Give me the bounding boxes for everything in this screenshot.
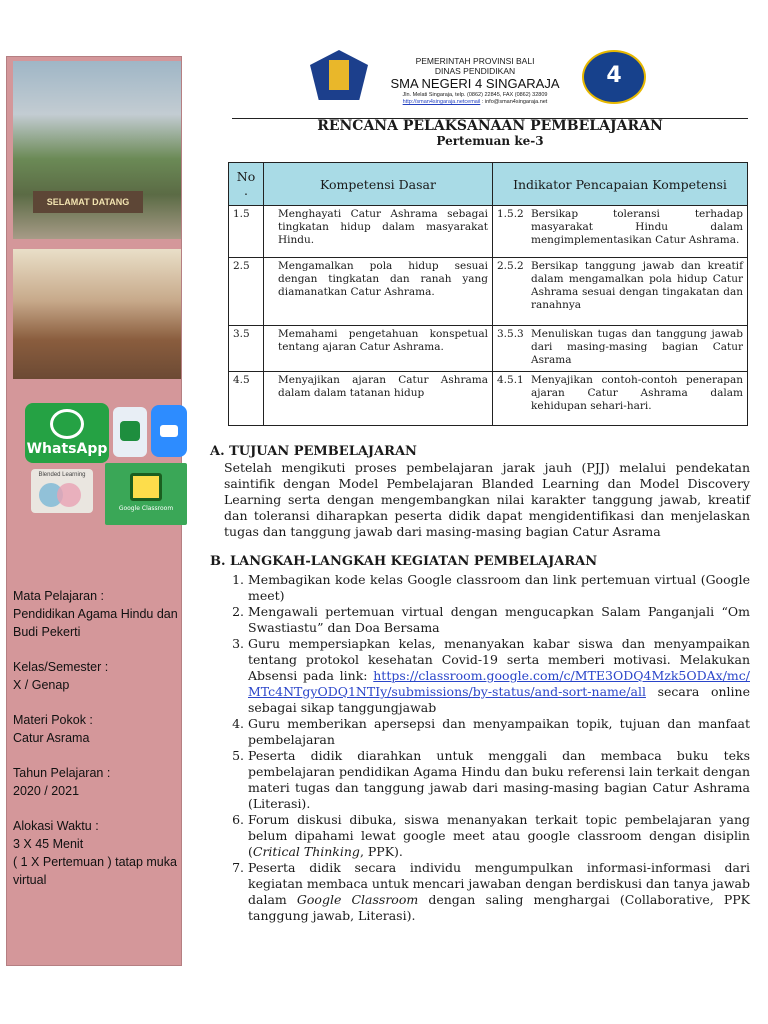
province-name: PEMERINTAH PROVINSI BALI: [415, 56, 535, 66]
section-steps: [210, 554, 750, 924]
row-ind: Bersikap tanggung jawab dan kreatif dalam mengamalkan pola hidup Catur Ashrama sesuai dengan tingakatan dan ranahnya: [531, 260, 743, 311]
welcome-sign: SELAMAT DATANG: [33, 191, 143, 213]
school-logo-number: 4: [606, 63, 622, 88]
step-text: Forum diskusi dibuka, siswa menanyakan terkait topic pembelajaran yang belum dipahami lewat google meet atau google classroom dengan disiplin (: [248, 812, 750, 859]
row-kd: Menyajikan ajaran Catur Ashrama dalam dalam tatanan hidup: [264, 372, 493, 426]
header-indicator: Indikator Pencapaian Kompetensi: [493, 163, 748, 206]
step-text: Peserta didik secara individu mengumpulkan informasi-informasi dari kegiatan membaca untuk mencari jawaban dengan berdiskusi dan tanya jawab dalam: [248, 860, 750, 907]
list-item: [248, 748, 750, 812]
table-row: [229, 372, 748, 426]
subtitle-text: Pertemuan ke-3: [436, 134, 544, 148]
meta-value: Catur Asrama: [13, 731, 90, 745]
header-kd: Kompetensi Dasar: [264, 163, 493, 206]
sidebar-panel: [6, 56, 182, 966]
row-no: 2.5: [229, 258, 264, 326]
meta-label: Alokasi Waktu :: [13, 819, 99, 833]
row-no: 3.5: [229, 326, 264, 372]
competency-table: [228, 162, 748, 426]
classroom-photo: [13, 249, 181, 379]
step-emphasis: Google Classroom: [296, 892, 419, 907]
step-text: Mengawali pertemuan virtual dengan mengucapkan Salam Panganjali “Om Swastiastu” dan Doa Bersama: [248, 604, 750, 635]
section-b-heading: B. LANGKAH-LANGKAH KEGIATAN PEMBELAJARAN: [210, 554, 598, 569]
row-ind-no: 3.5.3: [497, 328, 524, 340]
meta-class: [13, 658, 179, 694]
meta-subject: [13, 587, 179, 641]
row-kd: Mengamalkan pola hidup sesuai dengan tingkatan dan ranah yang diamanatkan Catur Ashrama.: [264, 258, 493, 326]
step-text: Peserta didik diarahkan untuk menggali dan membaca buku teks pembelajaran pendidikan Agama Hindu dan buku referensi lain terkait dengan materi tugas dan tanggung jawab dari masing-masing bagian Catur Ashrama (Literasi).: [248, 748, 750, 811]
app-icons-group: [13, 397, 185, 537]
table-row: [229, 206, 748, 258]
google-classroom-icon: [105, 463, 187, 525]
list-item: [248, 812, 750, 860]
meta-label: Materi Pokok :: [13, 713, 93, 727]
school-entrance-photo: [13, 61, 181, 239]
zoom-icon: [151, 405, 187, 457]
table-row: [229, 258, 748, 326]
steps-list: [210, 572, 750, 924]
whatsapp-icon: [25, 403, 109, 463]
meta-label: Tahun Pelajaran :: [13, 766, 111, 780]
school-website-link[interactable]: http://sman4singaraja.netcemail: [402, 99, 481, 105]
table-row: [229, 326, 748, 372]
whatsapp-label: WhatsApp: [26, 441, 108, 457]
row-no: 4.5: [229, 372, 264, 426]
meta-time: [13, 817, 179, 889]
row-no: 1.5: [229, 206, 264, 258]
meta-value: 2020 / 2021: [13, 784, 80, 798]
step-text: Guru mempersiapkan kelas, menanyakan kabar siswa dan menyampaikan tentang protokol kesehatan Covid-19 serta memberi motivasi. Melakukan Absensi pada link:: [248, 636, 750, 683]
step-text: Guru memberikan apersepsi dan menyampaikan topik, tujuan dan manfaat pembelajaran: [248, 716, 750, 747]
list-item: [248, 716, 750, 748]
row-ind-no: 2.5.2: [497, 260, 524, 272]
document-title: [232, 119, 748, 149]
row-ind: Menuliskan tugas dan tanggung jawab dari masing-masing bagian Catur Asrama: [531, 328, 743, 366]
step-text: Membagikan kode kelas Google classroom dan link pertemuan virtual (Google meet): [248, 572, 750, 603]
school-name: SMA NEGERI 4 SINGARAJA: [390, 76, 560, 91]
section-a-heading: A. TUJUAN PEMBELAJARAN: [210, 444, 417, 459]
lesson-metadata: [13, 587, 179, 906]
row-ind: Bersikap toleransi terhadap masyarakat Hindu dalam mengimplementasikan Catur Ashrama.: [531, 208, 743, 246]
list-item: [248, 636, 750, 716]
step-text: dengan saling menghargai (Collaborative, PPK tanggung jawab, Literasi).: [248, 892, 751, 923]
letterhead: [232, 48, 748, 120]
title-text: RENCANA PELAKSANAAN PEMBELAJARAN: [317, 118, 663, 134]
meta-value: 3 X 45 Menit: [13, 837, 84, 851]
row-ind: Menyajikan contoh-contoh penerapan ajaran Catur Ashrama dalam kehidupan sehari-hari.: [531, 374, 743, 412]
step-emphasis: Critical Thinking: [252, 844, 360, 859]
section-a-text: Setelah mengikuti proses pembelajaran jarak jauh (PJJ) melalui pendekatan saintifik dengan Model Pembelajaran Blanded Learning dan Model Discovery Learning serta dengan mengembangkan nilai karakter tanggung jawab, kreatif dan toleransi diharapkan peserta didik dapat mengidentifikasi dan menjelaskan tugas dan tanggung jawab dari masing-masing bagian Catur Asrama: [224, 460, 750, 539]
attendance-link[interactable]: https://classroom.google.com/c/MTE3ODQ4Mzk5ODAx/mc/MTc4NTgyODQ1NTIy/submissions/by-status/and-sort-name/all: [248, 668, 750, 699]
blended-learning-icon: [31, 469, 93, 513]
school-email: : info@sman4singaraja.net: [481, 99, 548, 105]
google-meet-icon: [113, 407, 147, 457]
school-address: Jln. Melati Singaraja, telp. (0862) 22845, FAX (0862) 32809: [402, 92, 548, 98]
row-ind-no: 4.5.1: [497, 374, 524, 386]
meta-topic: [13, 711, 179, 747]
header-no: No .: [229, 163, 264, 206]
step-text: , PPK).: [359, 844, 403, 859]
list-item: [248, 572, 750, 604]
department-name: DINAS PENDIDIKAN: [434, 66, 516, 76]
step-text: secara online sebagai sikap tanggungjawab: [248, 684, 750, 715]
list-item: [248, 604, 750, 636]
google-classroom-label: Google Classroom: [118, 505, 174, 512]
school-logo: [582, 50, 646, 104]
meta-value: Pendidikan Agama Hindu dan Budi Pekerti: [13, 607, 178, 639]
meta-label: Kelas/Semester :: [13, 660, 109, 674]
section-objectives: [210, 444, 750, 540]
letterhead-text: [370, 56, 580, 106]
meta-label: Mata Pelajaran :: [13, 589, 105, 603]
list-item: [248, 860, 750, 924]
table-header-row: [229, 163, 748, 206]
meta-value: ( 1 X Pertemuan ) tatap muka virtual: [13, 855, 177, 887]
row-kd: Menghayati Catur Ashrama sebagai tingkatan hidup dalam masyarakat Hindu.: [264, 206, 493, 258]
row-ind-no: 1.5.2: [497, 208, 524, 220]
meta-value: X / Genap: [13, 678, 70, 692]
row-kd: Memahami pengetahuan konspetual tentang ajaran Catur Ashrama.: [264, 326, 493, 372]
blended-learning-label: Blended Learning: [38, 472, 86, 478]
meta-year: [13, 764, 179, 800]
bali-province-logo: [310, 50, 368, 100]
